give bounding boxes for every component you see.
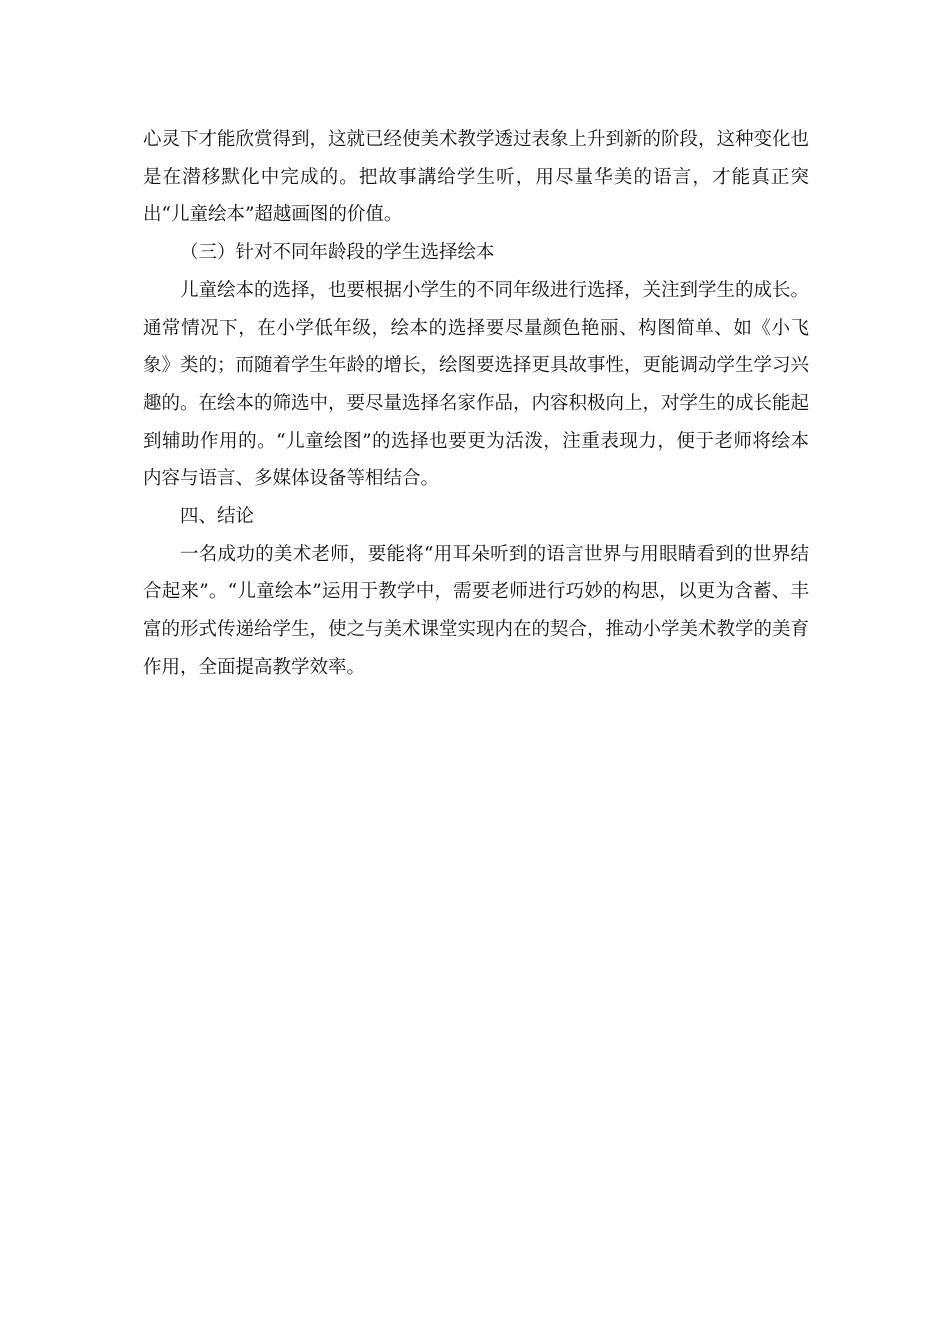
subheading-age-groups: （三）针对不同年龄段的学生选择绘本: [180, 242, 495, 264]
paragraph-conclusion: 一名成功的美术老师，要能将“用耳朵听到的语言世界与用眼睛看到的世界结合起来”。“儿童绘本”运用于教学中，需要老师进行巧妙的构思，以更为含蓄、丰富的形式传递给学生，使之与美术课堂实现内在的契合，推动小学美术教学的美育作用，全面提高教学效率。: [143, 543, 810, 678]
paragraph-continued: 心灵下才能欣赏得到，这就已经使美术教学透过表象上升到新的阶段，这种变化也是在潜移默化中完成的。把故事講给学生听，用尽量华美的语言，才能真正突出“儿童绘本”超越画图的价值。: [143, 129, 810, 226]
paragraph-picture-book-selection: 儿童绘本的选择，也要根据小学生的不同年级进行选择，关注到学生的成长。通常情况下，在小学低年级，绘本的选择要尽量颜色艳丽、构图简单、如《小飞象》类的；而随着学生年龄的增长，绘图要选择更具故事性，更能调动学生学习兴趣的。在绘本的筛选中，要尽量选择名家作品，内容积极向上，对学生的成长能起到辅助作用的。“儿童绘图”的选择也要更为活泼，注重表现力，便于老师将绘本内容与语言、多媒体设备等相结合。: [143, 279, 810, 490]
document-body: [143, 121, 809, 687]
section-heading-conclusion: 四、结论: [180, 506, 255, 528]
